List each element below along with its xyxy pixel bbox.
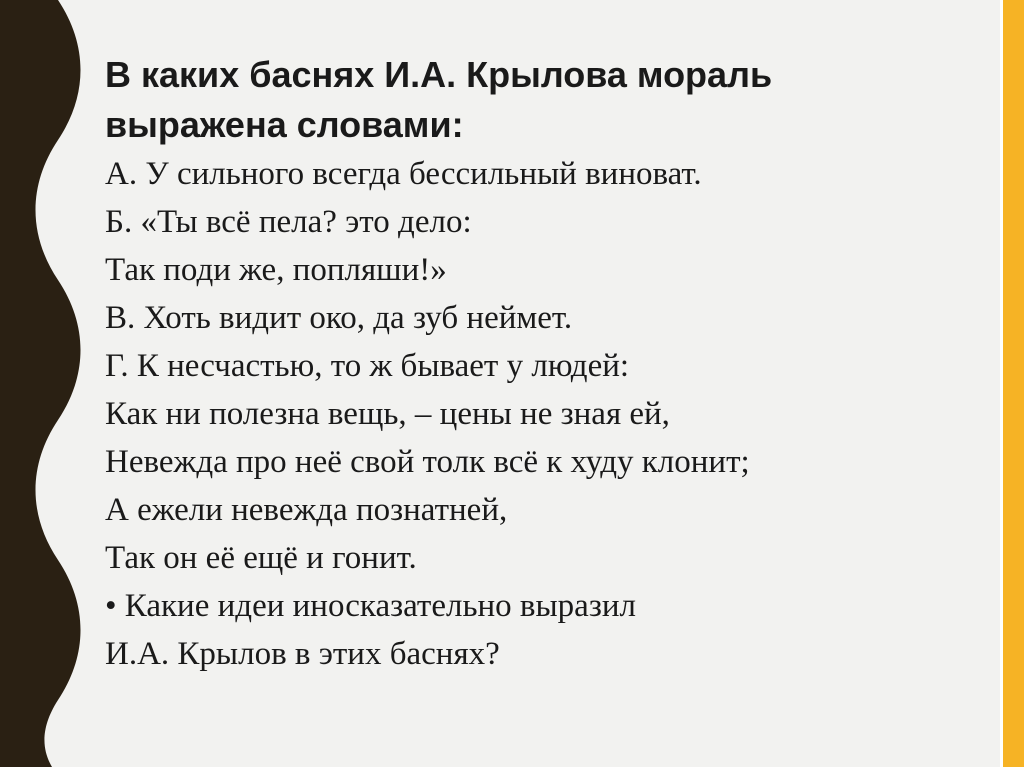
text-line: Как ни полезна вещь, – цены не зная ей,: [105, 396, 670, 432]
text-line: А. У сильного всегда бессильный виноват.: [105, 156, 702, 192]
text-line: А ежели невежда познатней,: [105, 492, 508, 528]
right-accent-stripe: [1003, 0, 1024, 767]
title-line-1: В каких баснях И.А. Крылова мораль: [105, 54, 773, 95]
wavy-left-border: [0, 0, 120, 767]
wavy-border-shape: [0, 0, 81, 767]
text-line: И.А. Крылов в этих баснях?: [105, 636, 500, 672]
text-line: Невежда про неё свой толк всё к худу клонит;: [105, 444, 750, 480]
text-line: Б. «Ты всё пела? это дело:: [105, 204, 472, 240]
text-line: Г. К несчастью, то ж бывает у людей:: [105, 348, 630, 384]
text-lines: [105, 150, 985, 678]
text-line: Так он её ещё и гонит.: [105, 540, 417, 576]
text-line: В. Хоть видит око, да зуб неймет.: [105, 300, 573, 336]
title-line-2: выражена словами:: [105, 104, 464, 145]
slide-content: [105, 50, 985, 678]
text-line: Так поди же, попляши!»: [105, 252, 447, 288]
text-line: • Какие идеи иносказательно выразил: [105, 588, 636, 624]
